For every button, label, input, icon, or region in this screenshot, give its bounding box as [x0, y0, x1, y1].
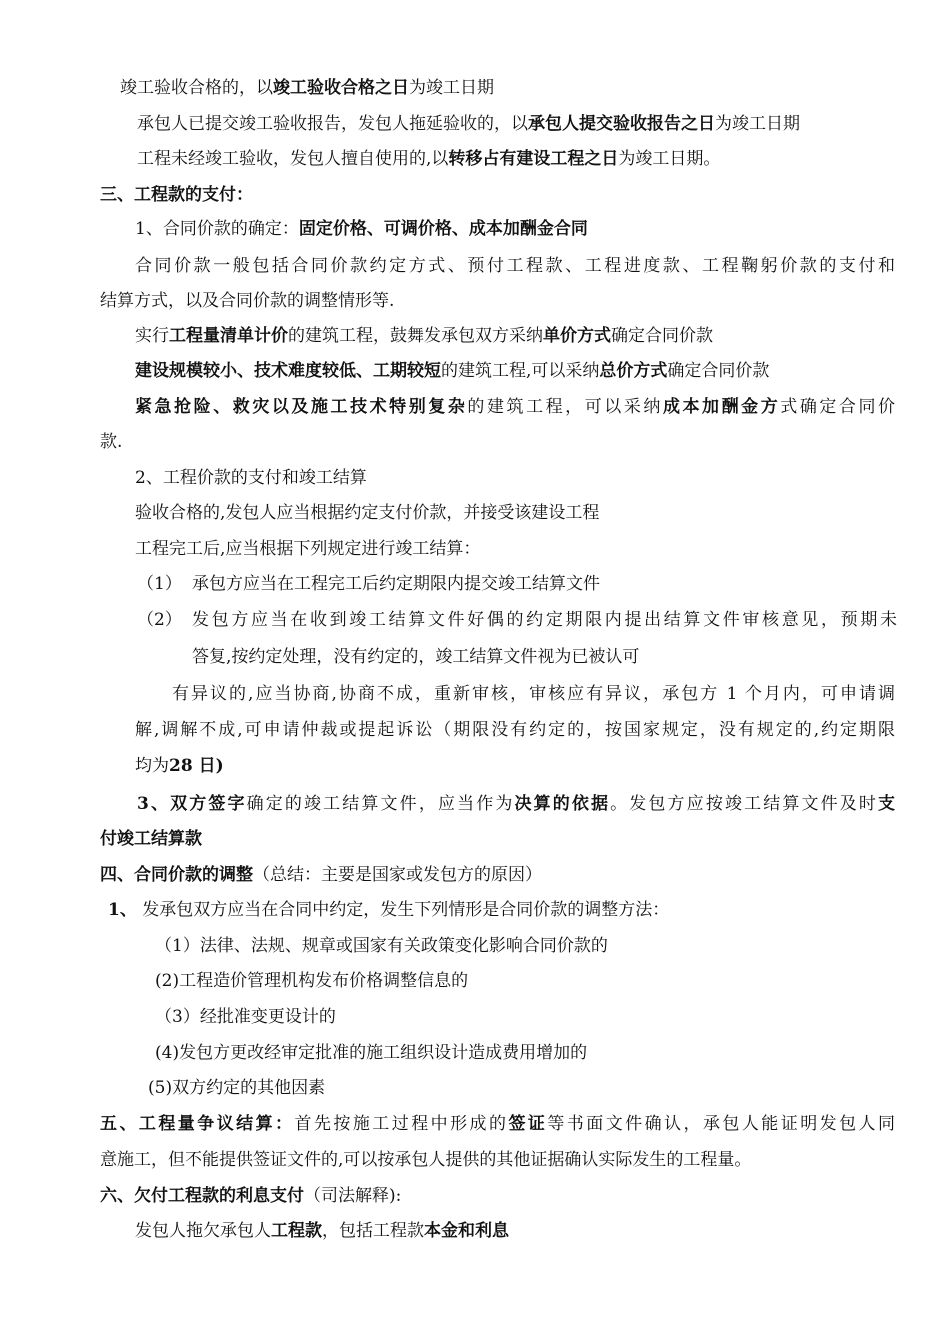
section-heading-3: 三、工程款的支付： — [100, 185, 253, 205]
adjustment-item-4: (4)发包方更改经审定批准的施工组织设计造成费用增加的 — [155, 1043, 588, 1063]
adjustment-item-2: (2)工程造价管理机构发布价格调整信息的 — [155, 971, 469, 991]
objection-paragraph-line-a: 有异议的,应当协商,协商不成，重新审核，审核应有异议，承包方 1 个月内，可申请调 — [172, 684, 895, 704]
paragraph-total-price: 建设规模较小、技术难度较低、工期较短的建筑工程,可以采纳总价方式确定合同价款 — [135, 361, 770, 381]
rule-item-2-line-a: （2） 发包方应当在收到竣工结算文件好偶的约定期限内提出结算文件审核意见，预期未 — [137, 610, 897, 630]
paragraph-1-line-a: 合同价款一般包括合同价款约定方式、预付工程款、工程进度款、工程鞠躬价款的支付和 — [135, 256, 895, 276]
rule-item-1: （1） 承包方应当在工程完工后约定期限内提交竣工结算文件 — [137, 574, 600, 594]
section-heading-6: 六、欠付工程款的利息支付（司法解释): — [100, 1186, 402, 1206]
adjustment-item-1: （1）法律、法规、规章或国家有关政策变化影响合同价款的 — [155, 936, 608, 956]
section-heading-4: 四、合同价款的调整（总结：主要是国家或发包方的原因） — [100, 865, 542, 885]
interest-paragraph: 发包人拖欠承包人工程款，包括工程款本金和利息 — [135, 1221, 509, 1241]
paragraph-acceptance: 验收合格的,发包人应当根据约定支付价款，并接受该建设工程 — [135, 503, 600, 523]
rule-item-2-line-b: 答复,按约定处理，没有约定的，竣工结算文件视为已被认可 — [192, 647, 640, 667]
adjustment-item-3: （3）经批准变更设计的 — [155, 1007, 336, 1027]
subsection-1: 1、合同价款的确定：固定价格、可调价格、成本加酬金合同 — [135, 219, 588, 239]
adjustment-intro: 1、 发承包双方应当在合同中约定，发生下列情形是合同价款的调整方法： — [108, 900, 670, 920]
objection-paragraph-line-c: 均为28 日) — [135, 756, 224, 776]
section-heading-5-line-a: 五、工程量争议结算：首先按施工过程中形成的签证等书面文件确认，承包人能证明发包人同 — [100, 1114, 896, 1134]
paragraph-1-line-b: 结算方式，以及合同价款的调整情形等. — [100, 291, 395, 311]
completion-date-line-1: 竣工验收合格的，以竣工验收合格之日为竣工日期 — [120, 78, 494, 98]
completion-date-line-2: 承包人已提交竣工验收报告，发包人拖延验收的，以承包人提交验收报告之日为竣工日期 — [137, 114, 800, 134]
subsection-2: 2、工程价款的支付和竣工结算 — [135, 468, 367, 488]
paragraph-unit-price: 实行工程量清单计价的建筑工程，鼓舞发承包双方采纳单价方式确定合同价款 — [135, 326, 713, 346]
objection-paragraph-line-b: 解,调解不成,可申请仲裁或提起诉讼（期限没有约定的，按国家规定，没有规定的,约定期限 — [135, 720, 895, 740]
subsection-3-line-b: 付竣工结算款 — [100, 829, 202, 849]
paragraph-cost-plus-line-b: 款. — [100, 432, 123, 452]
subsection-3-line-a: 3、双方签字确定的竣工结算文件，应当作为决算的依据。发包方应按竣工结算文件及时支 — [137, 794, 896, 814]
paragraph-settlement-rules: 工程完工后,应当根据下列规定进行竣工结算： — [135, 539, 481, 559]
paragraph-cost-plus-line-a: 紧急抢险、救灾以及施工技术特别复杂的建筑工程，可以采纳成本加酬金方式确定合同价 — [135, 397, 896, 417]
adjustment-item-5: (5)双方约定的其他因素 — [148, 1078, 326, 1098]
completion-date-line-3: 工程未经竣工验收，发包人擅自使用的,以转移占有建设工程之日为竣工日期。 — [137, 149, 721, 169]
section-heading-5-line-b: 意施工，但不能提供签证文件的,可以按承包人提供的其他证据确认实际发生的工程量。 — [100, 1150, 752, 1170]
